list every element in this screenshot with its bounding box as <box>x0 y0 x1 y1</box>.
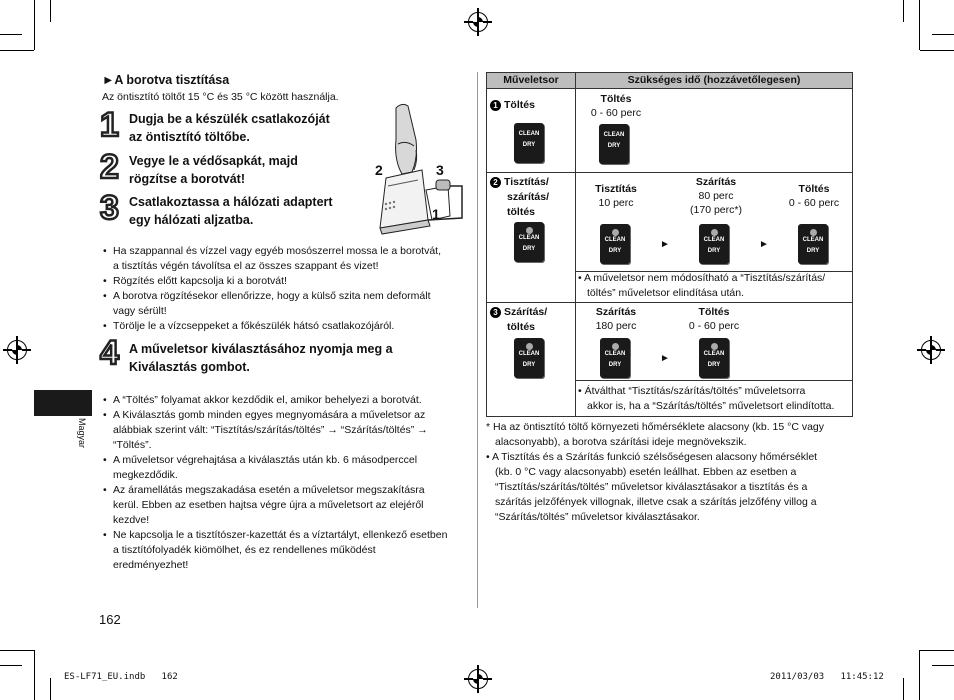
step-number: 1 <box>100 106 119 144</box>
note-item: • Ne kapcsolja le a tisztítószer-kazettát és a víztartályt, ellenkező esetben a tisztítófolyadék kiömölhet, és ez rendellenes működést eredményezhet! <box>113 528 471 573</box>
crop-mark <box>34 650 35 700</box>
note-item: • Törölje le a vízcseppeket a főkészülék hátsó csatlakozójáról. <box>113 319 471 334</box>
note-list <box>101 393 471 573</box>
time-cell: Szárítás 180 perc <box>595 306 637 332</box>
crop-mark <box>903 0 904 22</box>
clean-dry-icon: CLEAN DRY <box>600 338 630 378</box>
clean-dry-icon: CLEAN DRY <box>600 224 630 264</box>
note-item: • Ha szappannal és vízzel vagy egyéb mosószerrel mossa le a borotvát, a tisztítás végén távolítsa el az összes szappant és vizet! <box>113 244 471 274</box>
figure-label: 3 <box>436 162 444 178</box>
footnotes: * Ha az öntisztító töltő környezeti hőmérséklete alacsony (kb. 15 °C vagy alacsonyabb), a borotva szárítási ideje megnövekszik. • A Tisztítás és a Szárítás funkció szélsőségesen alacsony hőmérséklet (kb. 0 °C vagy alacsonyabb) esetén leállhat. Ebben az esetben a “Tisztítás/szárítás/töltés” műveletsor kiválasztásakor a tisztítás és a szárítás jelzőfények villognak, illetve csak a szárítás jelzőfény villog a “Szárítás/töltés” műveletsor kiválasztásakor. <box>486 421 825 523</box>
note-item: • Az áramellátás megszakadása esetén a műveletsor megszakításra kerül. Ebben az esetben hajtsa végre újra a műveletsort az elejéről kezdve! <box>113 483 471 528</box>
crop-mark <box>919 0 920 50</box>
crop-mark <box>0 650 34 651</box>
registration-mark <box>468 669 488 689</box>
crop-mark <box>50 678 51 700</box>
language-tab <box>34 390 92 416</box>
crop-mark <box>932 34 954 35</box>
step-text: Csatlakoztassa a hálózati adaptert egy hálózati aljzatba. <box>129 195 333 227</box>
clean-dry-icon: CLEAN DRY <box>699 224 729 264</box>
clean-dry-icon: CLEAN DRY <box>798 224 828 264</box>
table-row: 2 Tisztítás/ szárítás/ töltés <box>490 175 549 220</box>
footer-timestamp: 2011/03/03 11:45:12 <box>770 672 884 682</box>
section-title: ►A borotva tisztítása <box>102 73 230 87</box>
row-note: • Átválthat “Tisztítás/szárítás/töltés” műveletsorra akkor is, ha a “Szárítás/töltés” műveletsort elindította. <box>578 385 835 412</box>
crop-mark <box>0 34 22 35</box>
clean-dry-icon: CLEAN DRY <box>699 338 729 378</box>
clean-dry-icon: CLEAN DRY <box>514 123 544 163</box>
note-item: • A műveletsor végrehajtása a kiválasztás után kb. 6 másodperccel megkezdődik. <box>113 453 471 483</box>
crop-mark <box>0 50 34 51</box>
time-cell: Töltés 0 - 60 perc <box>788 183 840 209</box>
crop-mark <box>903 678 904 700</box>
crop-mark <box>932 665 954 666</box>
note-item: • A “Töltés” folyamat akkor kezdődik el, amikor behelyezi a borotvát. <box>113 393 471 408</box>
page-number: 162 <box>99 612 121 627</box>
table-row: 3 Szárítás/ töltés <box>490 305 547 335</box>
time-cell: Tisztítás 10 perc <box>595 183 637 209</box>
time-cell: Töltés 0 - 60 perc <box>688 306 740 332</box>
note-item: • Rögzítés előtt kapcsolja ki a borotvát! <box>113 274 471 289</box>
arrow-icon: ► <box>660 239 670 250</box>
registration-mark <box>7 340 27 360</box>
clean-dry-icon: CLEAN DRY <box>514 222 544 262</box>
arrow-icon: ► <box>660 353 670 364</box>
crop-mark <box>0 665 22 666</box>
row-note: • A műveletsor nem módosítható a “Tisztítás/szárítás/ töltés” műveletsor elindítása után. <box>578 272 826 299</box>
figure-label: 1 <box>432 206 440 222</box>
registration-mark <box>468 12 488 32</box>
column-divider <box>477 72 478 608</box>
clean-dry-icon: CLEAN DRY <box>599 124 629 164</box>
step-text: Vegye le a védősapkát, majd rögzítse a borotvát! <box>129 154 298 186</box>
note-item: • A Kiválasztás gomb minden egyes megnyomására a műveletsor az alábbiak szerint vált: “Tisztítás/szárítás/töltés” → “Szárítás/töltés” → “Töltés”. <box>113 408 471 453</box>
table-header: Szükséges idő (hozzávetőlegesen) <box>575 72 853 89</box>
footer-file: ES-LF71_EU.indb 162 <box>64 672 178 682</box>
table-row <box>490 99 535 111</box>
row-index-badge: 2 <box>490 177 501 188</box>
step-text: A műveletsor kiválasztásához nyomja meg a Kiválasztás gombot. <box>129 342 393 374</box>
time-cell: Szárítás 80 perc (170 perc*) <box>690 176 742 216</box>
step-number: 3 <box>100 189 119 227</box>
note-item: • A borotva rögzítésekor ellenőrizze, hogy a külső szita nem deformált vagy sérült! <box>113 289 471 319</box>
program-table <box>486 72 853 417</box>
row-index-badge: 1 <box>490 100 501 111</box>
step-number: 4 <box>100 334 119 372</box>
arrow-icon: ► <box>759 239 769 250</box>
registration-mark <box>921 340 941 360</box>
figure-label: 2 <box>375 162 383 178</box>
time-cell: Töltés 0 - 60 perc <box>590 93 642 119</box>
program-name: Töltés <box>504 99 535 111</box>
step-text: Dugja be a készülék csatlakozóját az öntisztító töltőbe. <box>129 112 330 144</box>
crop-mark <box>920 650 954 651</box>
clean-dry-icon: CLEAN DRY <box>514 338 544 378</box>
table-header: Műveletsor <box>486 72 576 89</box>
section-note: Az öntisztító töltőt 15 °C és 35 °C között használja. <box>102 91 339 103</box>
row-index-badge: 3 <box>490 307 501 318</box>
crop-mark <box>919 650 920 700</box>
step-number: 2 <box>100 148 119 186</box>
crop-mark <box>34 0 35 50</box>
language-label: Magyar <box>77 418 87 449</box>
crop-mark <box>50 0 51 22</box>
note-list <box>101 244 471 334</box>
crop-mark <box>920 50 954 51</box>
